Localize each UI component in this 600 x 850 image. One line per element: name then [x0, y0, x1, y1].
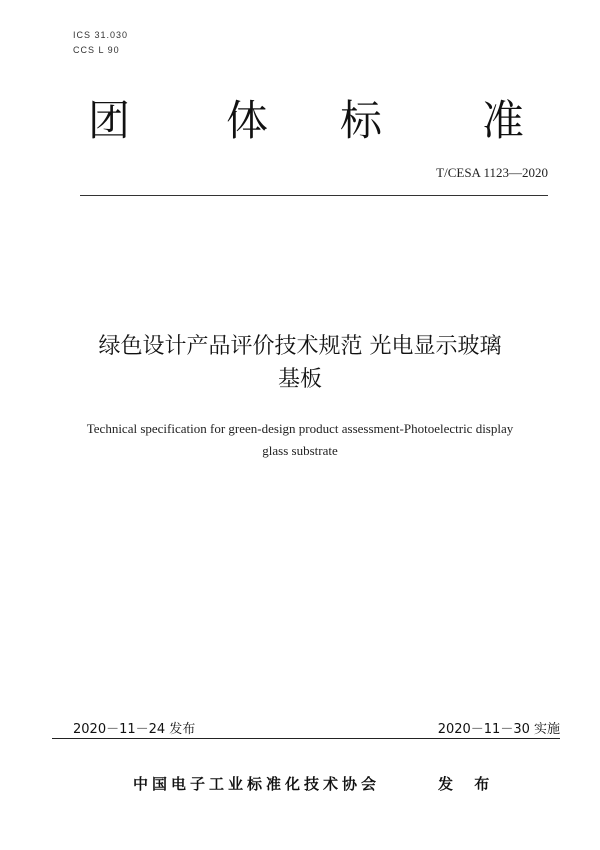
footer-divider — [52, 738, 560, 739]
title-english — [30, 418, 570, 462]
standard-type-char: 体 — [226, 96, 269, 145]
standard-type-char: 准 — [482, 96, 525, 145]
header-divider — [80, 195, 548, 196]
issue-date: 2020－11－24 发布 — [73, 722, 196, 737]
title-english-line: Technical specification for green-design product assessment-Photoelectric display — [86, 421, 514, 436]
standard-type-char: 标 — [340, 96, 383, 145]
implement-date: 2020－11－30 实施 — [437, 722, 560, 737]
standard-type-char: 团 — [88, 96, 131, 145]
publish-label: 发 布 — [438, 775, 498, 793]
publisher-name: 中国电子工业标准化技术协会 — [133, 775, 381, 793]
standard-code: T/CESA 1123—2020 — [436, 165, 548, 180]
ics-code: ICS 31.030 — [73, 30, 129, 40]
standard-type-heading — [0, 96, 600, 156]
title-chinese-line: 基板 — [277, 367, 322, 392]
title-chinese-line: 绿色设计产品评价技术规范 光电显示玻璃 — [98, 334, 502, 359]
title-english-line: glass substrate — [262, 443, 338, 458]
title-chinese — [40, 330, 560, 396]
ccs-code: CCS L 90 — [73, 45, 120, 55]
